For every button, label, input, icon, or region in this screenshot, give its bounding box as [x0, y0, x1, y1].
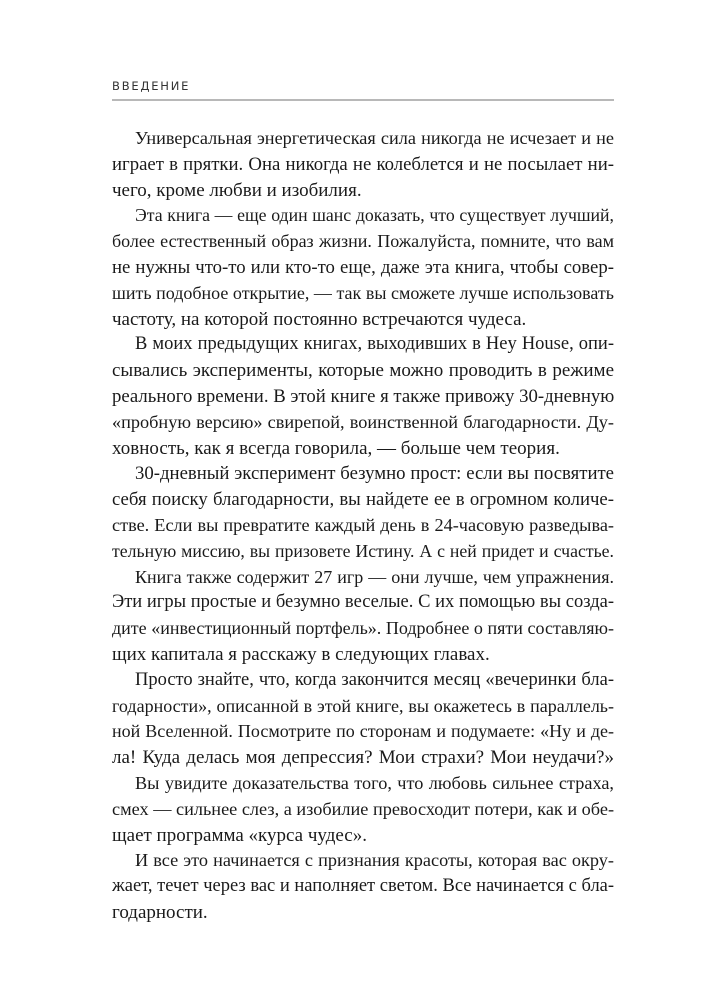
text-line: 30-дневный эксперимент безумно прост: если вы посвятите [135, 463, 614, 485]
header-rule [112, 99, 614, 101]
running-header: ВВЕДЕНИЕ [112, 79, 191, 93]
body-text [112, 126, 614, 926]
text-line: Вы увидите доказательства того, что любовь сильнее страха, [135, 772, 614, 793]
text-line: Эти игры простые и безумно веселые. С их помощью вы созда- [112, 592, 614, 613]
text-line: частоту, на которой постоянно встречаются чудеса. [112, 308, 527, 330]
text-line: Универсальная энергетическая сила никогда не исчезает и не [135, 128, 614, 148]
text-line: Просто знайте, что, когда закончится месяц «вечеринки бла- [135, 669, 614, 690]
text-line: дите «инвестиционный портфель». Подробнее о пяти составляю- [112, 618, 614, 639]
text-line: Книга также содержит 27 игр — они лучше, чем упражнения. [135, 566, 614, 587]
text-line: ла! Куда делась моя депрессия? Мои страхи? Мои неудачи?» [112, 747, 614, 769]
text-line: тельную миссию, вы призовете Истину. А с ней придет и счастье. [112, 540, 614, 561]
text-line: не нужны что-то или кто-то еще, даже эта книга, чтобы совер- [112, 256, 614, 278]
text-line: ной Вселенной. Посмотрите по сторонам и подумаете: «Ну и де- [112, 721, 614, 742]
text-line: щает программа «курса чудес». [112, 824, 367, 846]
text-line: ховность, как я всегда говорила, — больше чем теория. [112, 437, 560, 459]
text-line: смех — сильнее слез, а изобилие превосходит потери, как и обе- [112, 798, 615, 819]
text-line: себя поиску благодарности, вы найдете ее в огромном количе- [112, 489, 614, 511]
text-line: В моих предыдущих книгах, выходивших в Hey House, опи- [135, 334, 614, 355]
text-line: щих капитала я расскажу в следующих главах. [112, 643, 490, 665]
text-line: чего, кроме любви и изобилия. [112, 179, 362, 201]
text-line: годарности», описанной в этой книге, вы окажетесь в параллель- [112, 695, 614, 716]
text-line: стве. Если вы превратите каждый день в 24-часовую разведыва- [112, 514, 614, 535]
text-line: реального времени. В этой книге я также привожу 30-дневную [112, 385, 615, 407]
text-line: более естественный образ жизни. Пожалуйста, помните, что вам [112, 231, 614, 252]
text-line: «пробную версию» свирепой, воинственной благодарности. Ду- [112, 411, 614, 432]
text-line: сывались эксперименты, которые можно проводить в режиме [112, 360, 614, 382]
text-line: годарности. [112, 901, 208, 923]
text-line: И все это начинается с признания красоты, которая вас окру- [135, 850, 614, 871]
text-line: Эта книга — еще один шанс доказать, что существует лучший, [135, 205, 614, 226]
text-line: играет в прятки. Она никогда не колеблется и не посылает ни- [112, 153, 614, 175]
text-line: жает, течет через вас и наполняет светом. Все начинается с бла- [112, 876, 615, 897]
text-line: шить подобное открытие, — так вы сможете лучше использовать [112, 282, 614, 303]
